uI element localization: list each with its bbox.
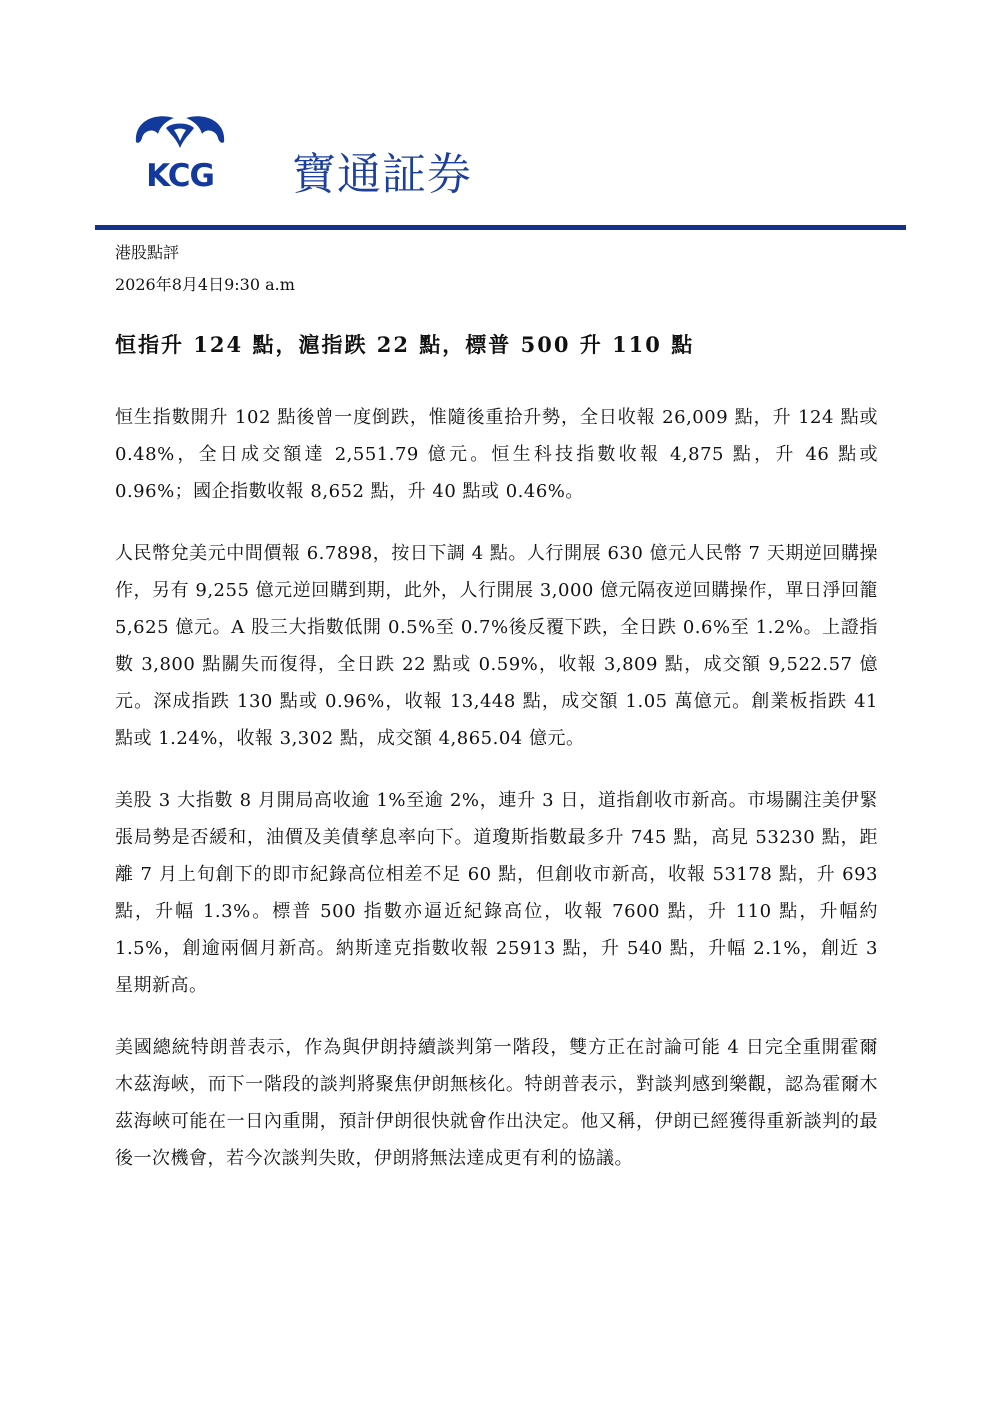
letterhead xyxy=(0,0,992,232)
article-body xyxy=(115,399,878,1202)
logo-text: KCG xyxy=(146,158,214,194)
kcg-logo xyxy=(132,108,228,200)
report-category: 港股點評 xyxy=(115,243,180,262)
paragraph-geopolitics: 美國總統特朗普表示，作為與伊朗持續談判第一階段，雙方正在討論可能 4 日完全重開霍爾木茲海峽，而下一階段的談判將聚焦伊朗無核化。特朗普表示，對談判感到樂觀，認為霍爾木茲海峽可能在一日內重開，預計伊朗很快就會作出決定。他又稱，伊朗已經獲得重新談判的最後一次機會，若今次談判失敗，伊朗將無法達成更有利的協議。 xyxy=(115,1037,878,1169)
company-name: 寶通証券 xyxy=(292,149,472,200)
handshake-emblem-icon xyxy=(132,108,228,160)
report-date: 2026年8月4日9:30 a.m xyxy=(115,275,295,294)
header-divider xyxy=(95,225,906,230)
paragraph-hk-market: 恒生指數開升 102 點後曾一度倒跌，惟隨後重拾升勢，全日收報 26,009 點，升 124 點或 0.48%，全日成交額達 2,551.79 億元。恒生科技指數收報 4,875 點，升 46 點或 0.96%；國企指數收報 8,652 點，升 40 點或 0.46%。 xyxy=(115,407,878,502)
report-meta xyxy=(115,237,295,301)
paragraph-us-market: 美股 3 大指數 8 月開局高收逾 1%至逾 2%，連升 3 日，道指創收市新高。市場關注美伊緊張局勢是否緩和，油價及美債孳息率向下。道瓊斯指數最多升 745 點，高見 53230 點，距離 7 月上旬創下的即市紀錄高位相差不足 60 點，但創收市新高，收報 53178 點，升 693 點，升幅 1.3%。標普 500 指數亦逼近紀錄高位，收報 7600 點，升 110 點，升幅約 1.5%，創逾兩個月新高。納斯達克指數收報 25913 點，升 540 點，升幅 2.1%，創近 3 星期新高。 xyxy=(115,790,878,996)
paragraph-china-market: 人民幣兌美元中間價報 6.7898，按日下調 4 點。人行開展 630 億元人民幣 7 天期逆回購操作，另有 9,255 億元逆回購到期，此外，人行開展 3,000 億元隔夜逆回購操作，單日淨回籠 5,625 億元。A 股三大指數低開 0.5%至 0.7%後反覆下跌，全日跌 0.6%至 1.2%。上證指數 3,800 點關失而復得，全日跌 22 點或 0.59%，收報 3,809 點，成交額 9,522.57 億元。深成指跌 130 點或 0.96%，收報 13,448 點，成交額 1.05 萬億元。創業板指跌 41 點或 1.24%，收報 3,302 點，成交額 4,865.04 億元。 xyxy=(115,543,878,749)
headline: 恒指升 124 點，滬指跌 22 點，標普 500 升 110 點 xyxy=(115,332,695,357)
